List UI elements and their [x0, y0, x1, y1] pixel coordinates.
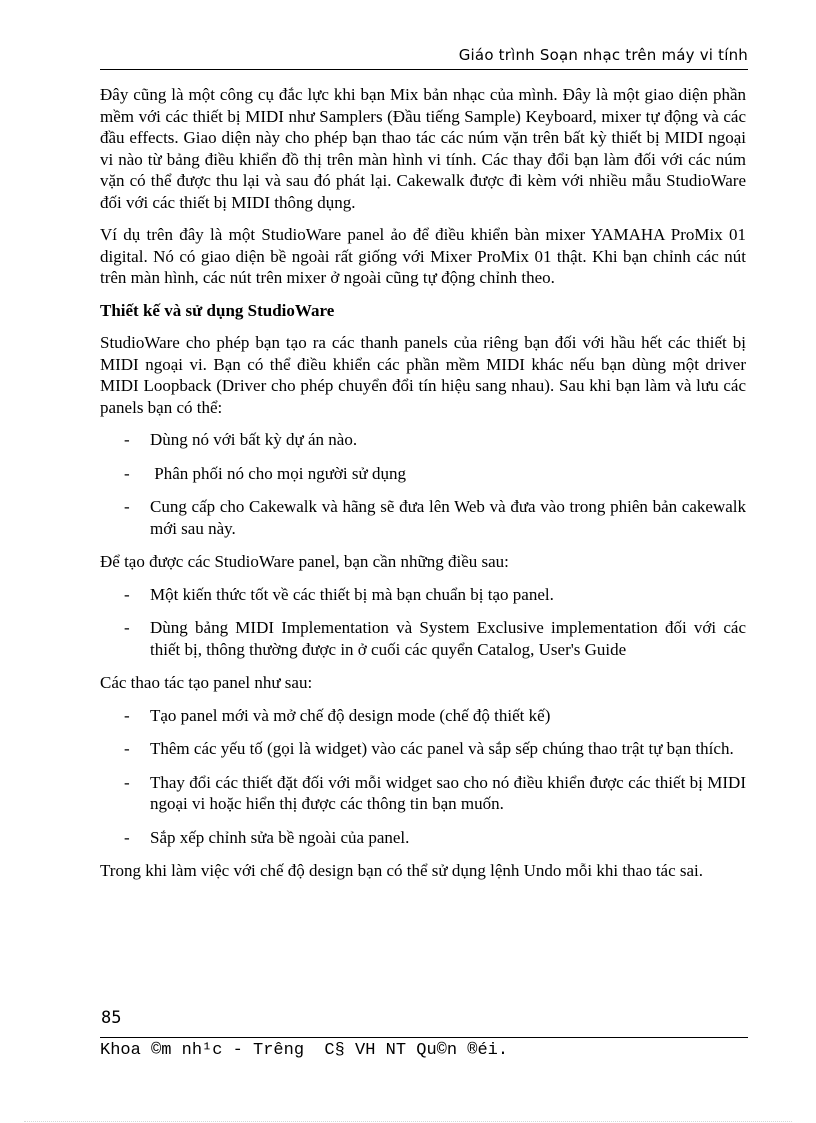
dash-bullet: -	[124, 430, 130, 449]
list-item: - Dùng nó với bất kỳ dự án nào.	[124, 430, 358, 449]
dash-bullet: -	[124, 497, 130, 516]
paragraph-undo: Trong khi làm việc với chế độ design bạn có thể sử dụng lệnh Undo mỗi khi thao tác sai.	[100, 861, 704, 880]
list-item: - Cung cấp cho Cakewalk và hãng sẽ đưa lên Web và đưa vào trong phiên bản cakewalk mới sau này.	[124, 497, 746, 538]
requirements-list	[100, 584, 746, 661]
paragraph-requirements: Để tạo được các StudioWare panel, bạn cần những điều sau:	[100, 552, 509, 571]
list-item: - Thay đổi các thiết đặt đối với mỗi widget sao cho nó điều khiển được các thiết bị MIDI ngoại vi hoặc hiển thị được các thông tin bạn muốn.	[124, 772, 746, 813]
list-item: - Sắp xếp chỉnh sửa bề ngoài của panel.	[124, 827, 410, 847]
dash-bullet: -	[124, 705, 130, 725]
footer-rule	[100, 1037, 748, 1038]
paragraph-intro: Đây cũng là một công cụ đắc lực khi bạn Mix bản nhạc của mình. Đây là một giao diện phần mềm với các thiết bị MIDI như Samplers (Đầu tiếng Sample) Keyboard, mixer tự động và các đầu effects. Giao diện này cho phép bạn thao tác các núm vặn trên bất kỳ thiết bị MIDI ngoại vi nào từ bảng điều khiển đồ thị trên màn hình vi tính. Các thay đổi bạn làm đối với các núm vặn có thể được thu lại và sau đó phát lại. Cakewalk được đi kèm với nhiều mẫu StudioWare đối với các thiết bị MIDI thông dụng.	[100, 85, 746, 212]
dash-bullet: -	[124, 584, 130, 604]
dash-bullet: -	[124, 463, 130, 483]
list-item: - Phân phối nó cho mọi người sử dụng	[124, 463, 406, 483]
paragraph-studioware: StudioWare cho phép bạn tạo ra các thanh panels của riêng bạn đối với hầu hết các thiết bị MIDI ngoại vi. Bạn có thể điều khiển các phần mềm MIDI khác nếu bạn dùng một driver MIDI Loopback (Driver cho phép chuyển đổi tín hiệu sang nhau). Sau khi bạn làm và lưu các panels bạn có thể:	[100, 333, 746, 417]
list-item: - Dùng bảng MIDI Implementation và System Exclusive implementation đối với các thiết bị, thông thường được in ở cuối các quyển Catalog, User's Guide	[124, 618, 746, 659]
page-edge-divider	[24, 1121, 792, 1122]
list-item: - Một kiến thức tốt về các thiết bị mà bạn chuẩn bị tạo panel.	[124, 584, 554, 604]
dash-bullet: -	[124, 827, 130, 847]
running-header: Giáo trình Soạn nhạc trên máy vi tính	[458, 46, 748, 64]
footer-text: Khoa ©m nh¹c - Trêng C§ VH NT Qu©n ®éi.	[100, 1041, 509, 1060]
header-rule	[100, 69, 748, 70]
dash-bullet: -	[124, 739, 130, 758]
dash-bullet: -	[124, 772, 130, 792]
steps-list	[100, 705, 746, 849]
list-item: - Thêm các yếu tố (gọi là widget) vào các panel và sắp sếp chúng thao trật tự bạn thích.	[124, 739, 734, 758]
list-item: - Tạo panel mới và mở chế độ design mode (chế độ thiết kế)	[124, 705, 551, 725]
paragraph-example: Ví dụ trên đây là một StudioWare panel ảo để điều khiển bàn mixer YAMAHA ProMix 01 digital. Nó có giao diện bề ngoài rất giống với Mixer ProMix 01 thật. Khi bạn chỉnh các nút trên màn hình, các nút trên mixer ở ngoài cũng tự động chỉnh theo.	[100, 225, 746, 287]
paragraph-steps: Các thao tác tạo panel như sau:	[100, 673, 313, 692]
dash-bullet: -	[124, 618, 130, 637]
section-heading: Thiết kế và sử dụng StudioWare	[100, 300, 335, 320]
usage-list	[100, 429, 746, 539]
page-body	[100, 84, 746, 893]
page-number: 85	[101, 1008, 122, 1028]
